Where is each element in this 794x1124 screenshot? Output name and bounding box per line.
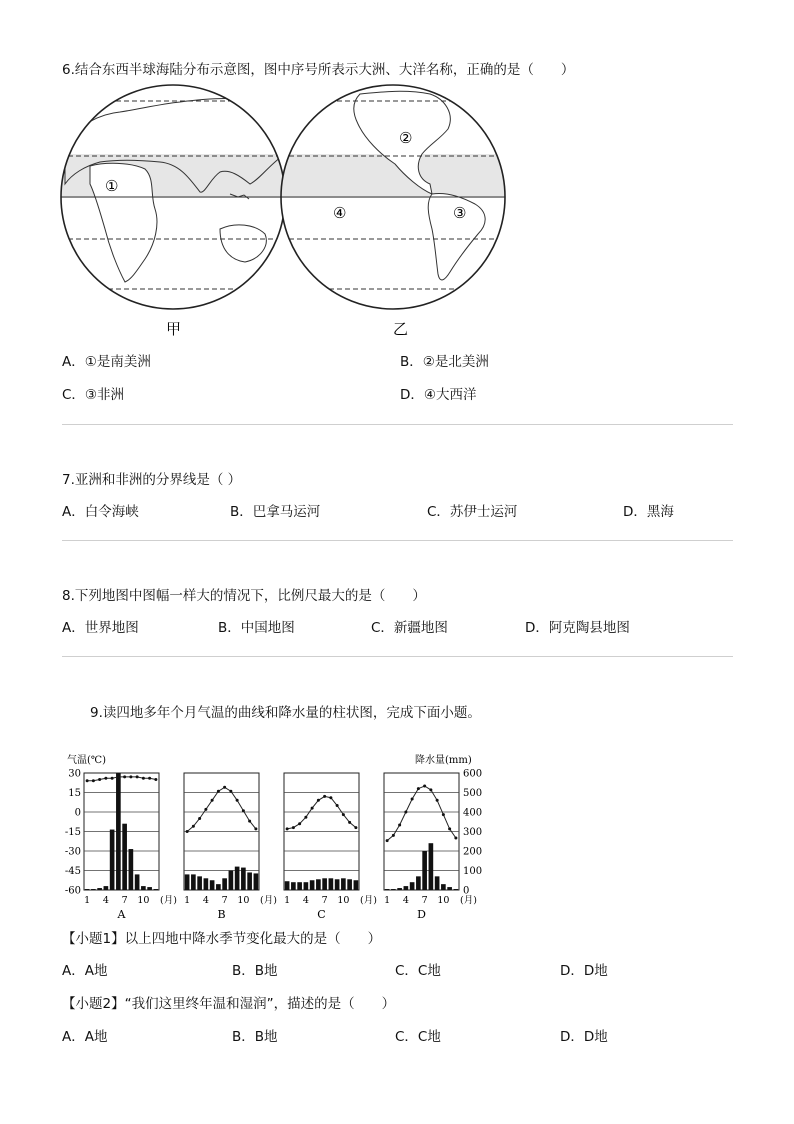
map-caption-east: 乙 [393, 320, 409, 338]
map-caption-west: 甲 [166, 320, 182, 338]
temperature-point [392, 834, 395, 837]
temperature-tick-label: -60 [64, 885, 81, 897]
month-tick-label: 1 [84, 895, 91, 906]
q9-sub2-option-a[interactable]: A．A地 [62, 1029, 108, 1045]
temperature-point [154, 778, 157, 781]
precipitation-bar [191, 874, 196, 890]
precipitation-bar [85, 889, 90, 890]
temperature-point [211, 799, 214, 802]
precipitation-bar [429, 843, 434, 890]
precipitation-bar [97, 888, 102, 890]
q6-option-d[interactable]: D．④大西洋 [400, 387, 477, 403]
temperature-point [411, 798, 414, 801]
panel-name-label: B [217, 908, 226, 921]
precipitation-bar [310, 880, 315, 890]
precipitation-bar [329, 878, 334, 890]
month-tick-label: 10 [337, 895, 350, 906]
precipitation-tick-label: 600 [463, 768, 482, 780]
q9-sub2-option-c[interactable]: C．C地 [395, 1029, 441, 1045]
temperature-point [348, 821, 351, 824]
month-unit-label: (月) [460, 895, 477, 906]
precipitation-tick-label: 400 [463, 807, 482, 819]
month-unit-label: (月) [360, 895, 377, 906]
precipitation-bar [216, 884, 221, 890]
precipitation-bar [247, 872, 252, 890]
panel-name-label: D [417, 908, 426, 921]
divider [62, 540, 733, 541]
temperature-point [386, 839, 389, 842]
temperature-point [98, 778, 101, 781]
temperature-point [454, 837, 457, 840]
temperature-point [86, 779, 89, 782]
month-tick-label: 7 [121, 895, 128, 906]
q7-option-b[interactable]: B．巴拿马运河 [230, 504, 321, 520]
q7-option-a[interactable]: A．白令海峡 [62, 504, 139, 520]
temperature-point [223, 786, 226, 789]
precipitation-bar [210, 880, 215, 890]
q9-stem: 9.读四地多年个月气温的曲线和降水量的柱状图，完成下面小题。 [90, 705, 481, 721]
precipitation-bar [285, 881, 290, 890]
precipitation-bar [229, 871, 234, 891]
map-label-1: ① [105, 177, 119, 195]
month-tick-label: 7 [421, 895, 428, 906]
month-tick-label: 7 [221, 895, 228, 906]
month-tick-label: 4 [402, 895, 409, 906]
precipitation-bar [297, 882, 302, 890]
q9-sub1-stem: 【小题1】以上四地中降水季节变化最大的是（ ） [62, 931, 382, 947]
temperature-point [298, 822, 301, 825]
precipitation-bar [141, 886, 146, 890]
climate-panel-A [84, 773, 177, 921]
temperature-point [342, 813, 345, 816]
precipitation-bar [91, 889, 96, 890]
panel-name-label: C [317, 908, 326, 921]
temperature-point [229, 790, 232, 793]
precipitation-bar [291, 882, 296, 890]
month-tick-label: 4 [302, 895, 309, 906]
q7-stem: 7.亚洲和非洲的分界线是（ ） [62, 472, 242, 488]
precipitation-bar [154, 889, 159, 890]
precipitation-tick-label: 200 [463, 846, 482, 858]
precipitation-bar [410, 882, 415, 890]
map-label-4: ④ [333, 204, 347, 222]
temperature-point [354, 826, 357, 829]
q9-sub1-option-b[interactable]: B．B地 [232, 963, 278, 979]
temperature-tick-label: -15 [64, 827, 81, 838]
month-tick-label: 7 [321, 895, 328, 906]
temperature-point [198, 817, 201, 820]
precipitation-tick-label: 0 [463, 885, 470, 897]
temperature-point [429, 788, 432, 791]
temperature-point [286, 827, 289, 830]
climate-panel-C [284, 773, 377, 921]
temperature-point [104, 777, 107, 780]
temperature-tick-label: 30 [68, 768, 81, 780]
q8-option-b[interactable]: B．中国地图 [218, 620, 295, 636]
q9-sub2-option-d[interactable]: D．D地 [560, 1029, 608, 1045]
temperature-point [317, 799, 320, 802]
temperature-tick-label: -45 [64, 866, 81, 877]
precipitation-bar [316, 879, 321, 890]
temperature-point [236, 799, 239, 802]
temperature-tick-label: 15 [68, 788, 81, 799]
q9-sub1-option-c[interactable]: C．C地 [395, 963, 441, 979]
q8-stem: 8.下列地图中图幅一样大的情况下，比例尺最大的是（ ） [62, 588, 426, 604]
precipitation-bar [335, 879, 340, 890]
temperature-point [129, 775, 132, 778]
precipitation-bar [204, 878, 209, 890]
precipitation-bar [385, 889, 390, 890]
temperature-point [248, 820, 251, 823]
precipitation-bar [322, 878, 327, 890]
precipitation-bar [435, 876, 440, 890]
temperature-point [417, 787, 420, 790]
q9-sub1-option-d[interactable]: D．D地 [560, 963, 608, 979]
climate-panel-B [184, 773, 277, 921]
month-tick-label: 4 [202, 895, 209, 906]
month-unit-label: (月) [160, 895, 177, 906]
precipitation-tick-label: 500 [463, 788, 482, 799]
q9-sub2-stem: 【小题2】“我们这里终年温和湿润”，描述的是（ ） [62, 996, 396, 1012]
temperature-point [436, 799, 439, 802]
temperature-tick-label: 0 [74, 807, 81, 819]
temperature-point [323, 795, 326, 798]
month-tick-label: 10 [237, 895, 250, 906]
precipitation-bar [254, 873, 259, 890]
q6-option-a[interactable]: A．①是南美洲 [62, 354, 151, 370]
q7-option-c[interactable]: C．苏伊士运河 [427, 504, 518, 520]
precipitation-bar [104, 886, 109, 890]
y-axis-label-temperature: 气温(℃) [67, 755, 106, 766]
temperature-point [186, 830, 189, 833]
precipitation-bar [454, 889, 459, 890]
temperature-point [123, 775, 126, 778]
precipitation-bar [354, 880, 359, 890]
precipitation-tick-label: 300 [463, 827, 482, 838]
precipitation-bar [235, 867, 240, 890]
temperature-point [136, 775, 139, 778]
precipitation-bar [441, 884, 446, 890]
temperature-point [254, 827, 257, 830]
precipitation-bar [110, 830, 115, 890]
precipitation-tick-label: 100 [463, 866, 482, 877]
climate-charts [62, 750, 482, 925]
divider [62, 656, 733, 657]
map-label-3: ③ [453, 204, 467, 222]
temperature-point [142, 777, 145, 780]
precipitation-bar [447, 887, 452, 890]
temperature-point [336, 804, 339, 807]
temperature-tick-label: -30 [64, 846, 81, 858]
temperature-point [448, 827, 451, 830]
panel-name-label: A [117, 908, 126, 921]
temperature-point [92, 779, 95, 782]
precipitation-bar [397, 888, 402, 890]
precipitation-bar [116, 773, 121, 890]
y-axis-label-precipitation: 降水量(mm) [415, 755, 472, 766]
q9-sub2-option-b[interactable]: B．B地 [232, 1029, 278, 1045]
month-tick-label: 10 [137, 895, 150, 906]
temperature-point [304, 816, 307, 819]
q6-option-c[interactable]: C．③非洲 [62, 387, 125, 403]
temperature-point [204, 808, 207, 811]
precipitation-bar [304, 882, 309, 890]
temperature-point [398, 824, 401, 827]
month-tick-label: 4 [102, 895, 109, 906]
temperature-point [292, 826, 295, 829]
temperature-point [311, 807, 314, 810]
precipitation-bar [147, 887, 152, 890]
month-tick-label: 1 [284, 895, 291, 906]
q7-option-d[interactable]: D．黑海 [623, 504, 674, 520]
precipitation-bar [129, 849, 134, 890]
precipitation-bar [241, 868, 246, 890]
precipitation-bar [135, 874, 140, 890]
month-tick-label: 10 [437, 895, 450, 906]
q8-option-d[interactable]: D．阿克陶县地图 [525, 620, 630, 636]
temperature-point [242, 809, 245, 812]
temperature-point [423, 785, 426, 788]
temperature-point [442, 813, 445, 816]
q6-option-b[interactable]: B．②是北美洲 [400, 354, 489, 370]
temperature-point [217, 790, 220, 793]
temperature-point [111, 777, 114, 780]
precipitation-bar [347, 879, 352, 890]
precipitation-bar [404, 886, 409, 890]
month-unit-label: (月) [260, 895, 277, 906]
month-tick-label: 1 [184, 895, 191, 906]
temperature-point [404, 811, 407, 814]
map-label-2: ② [399, 129, 413, 147]
q8-option-a[interactable]: A．世界地图 [62, 620, 139, 636]
precipitation-bar [341, 878, 346, 890]
temperature-point [329, 796, 332, 799]
temperature-point [117, 775, 120, 778]
temperature-point [192, 825, 195, 828]
q8-option-c[interactable]: C．新疆地图 [371, 620, 448, 636]
precipitation-bar [197, 876, 202, 890]
q9-sub1-option-a[interactable]: A．A地 [62, 963, 108, 979]
temperature-point [148, 777, 151, 780]
precipitation-bar [422, 851, 427, 890]
precipitation-bar [391, 889, 396, 890]
hemisphere-map [60, 84, 510, 344]
precipitation-bar [416, 876, 421, 890]
precipitation-bar [122, 824, 127, 890]
q6-stem: 6.结合东西半球海陆分布示意图，图中序号所表示大洲、大洋名称，正确的是（ ） [62, 62, 575, 78]
month-tick-label: 1 [384, 895, 391, 906]
precipitation-bar [185, 874, 190, 890]
divider [62, 424, 733, 425]
precipitation-bar [222, 878, 227, 890]
